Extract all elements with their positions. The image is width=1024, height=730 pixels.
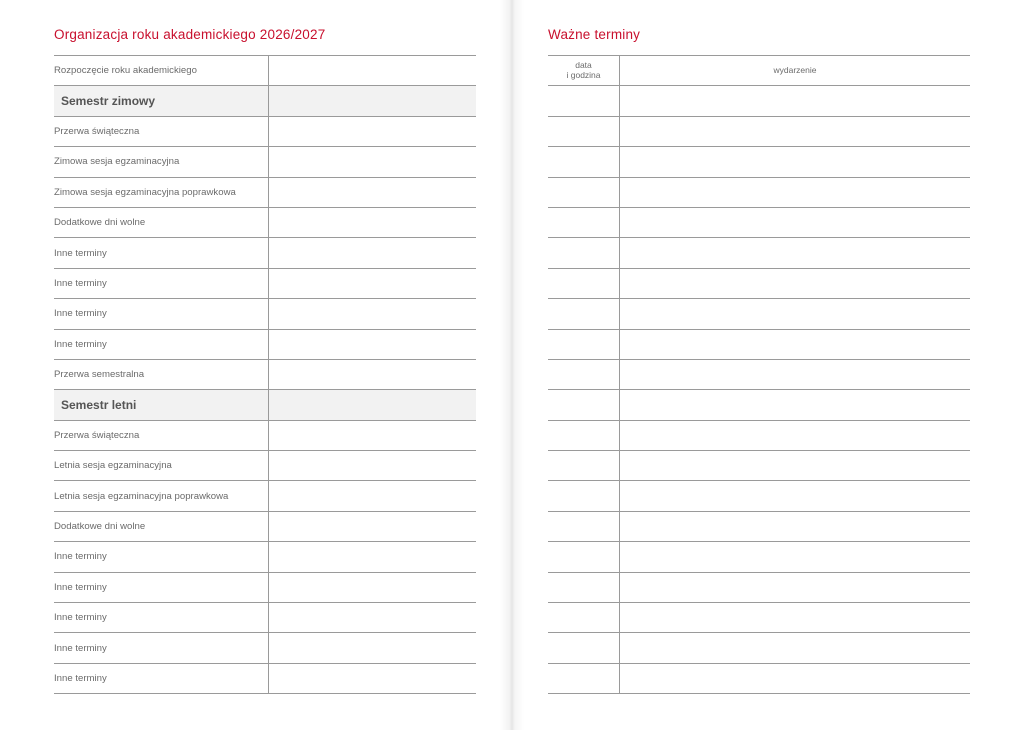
row-label: Inne terminy (54, 673, 107, 684)
date-entry-cell[interactable] (268, 117, 476, 146)
date-time-cell[interactable] (548, 512, 619, 541)
table-row (54, 421, 476, 451)
date-time-cell[interactable] (548, 147, 619, 176)
date-entry-cell[interactable] (268, 269, 476, 298)
semester-section-row (54, 86, 476, 116)
table-row (548, 481, 970, 511)
event-cell[interactable] (619, 208, 970, 237)
event-cell[interactable] (619, 147, 970, 176)
table-row (548, 147, 970, 177)
date-time-cell[interactable] (548, 238, 619, 267)
event-cell[interactable] (619, 178, 970, 207)
table-row (54, 451, 476, 481)
date-entry-cell[interactable] (268, 360, 476, 389)
table-row (548, 269, 970, 299)
event-cell[interactable] (619, 573, 970, 602)
table-row (54, 147, 476, 177)
table-row (54, 269, 476, 299)
date-entry-cell[interactable] (268, 542, 476, 571)
date-entry-cell[interactable] (268, 603, 476, 632)
date-time-cell[interactable] (548, 330, 619, 359)
event-cell[interactable] (619, 542, 970, 571)
date-header-line1: data (575, 60, 592, 71)
row-label: Dodatkowe dni wolne (54, 521, 146, 533)
table-row (54, 238, 476, 268)
table-row (548, 633, 970, 663)
date-entry-cell[interactable] (268, 330, 476, 359)
table-row (548, 421, 970, 451)
event-cell[interactable] (619, 451, 970, 480)
page-title: Ważne terminy (548, 27, 641, 42)
table-row (548, 299, 970, 329)
row-label: Inne terminy (54, 247, 107, 259)
date-entry-cell[interactable] (268, 56, 476, 85)
table-row (54, 542, 476, 572)
table-row (54, 512, 476, 542)
table-row (548, 542, 970, 572)
date-time-cell[interactable] (548, 86, 619, 115)
event-cell[interactable] (619, 421, 970, 450)
table-row (548, 603, 970, 633)
date-time-cell[interactable] (548, 208, 619, 237)
date-entry-cell[interactable] (268, 238, 476, 267)
row-label: Letnia sesja egzaminacyjna poprawkowa (54, 490, 229, 502)
row-label: Inne terminy (54, 581, 107, 593)
table-row (548, 512, 970, 542)
date-time-cell[interactable] (548, 573, 619, 602)
important-dates-table (548, 55, 970, 694)
row-label: Przerwa semestralna (54, 369, 145, 381)
row-label: Zimowa sesja egzaminacyjna poprawkowa (54, 186, 236, 198)
right-page (512, 0, 1024, 730)
date-entry-cell[interactable] (268, 147, 476, 176)
date-time-cell[interactable] (548, 481, 619, 510)
event-cell[interactable] (619, 390, 970, 419)
date-time-cell[interactable] (548, 269, 619, 298)
date-time-cell[interactable] (548, 178, 619, 207)
table-row (54, 208, 476, 238)
event-cell[interactable] (619, 269, 970, 298)
page-title: Organizacja roku akademickiego 2026/2027 (54, 27, 326, 42)
table-row (548, 360, 970, 390)
event-cell[interactable] (619, 512, 970, 541)
event-cell[interactable] (619, 238, 970, 267)
date-entry-cell[interactable] (268, 451, 476, 480)
date-time-cell[interactable] (548, 603, 619, 632)
academic-year-table (54, 55, 476, 694)
date-time-cell[interactable] (548, 360, 619, 389)
event-cell[interactable] (619, 360, 970, 389)
date-entry-cell[interactable] (268, 573, 476, 602)
date-time-cell[interactable] (548, 421, 619, 450)
row-label: Inne terminy (54, 612, 107, 624)
row-label: Letnia sesja egzaminacyjna (54, 460, 172, 472)
row-label: Rozpoczęcie roku akademickiego (54, 65, 197, 77)
date-entry-cell[interactable] (268, 208, 476, 237)
event-cell[interactable] (619, 299, 970, 328)
row-label: Przerwa świąteczna (54, 429, 140, 441)
semester-section-row (54, 390, 476, 420)
event-cell[interactable] (619, 330, 970, 359)
table-row (54, 603, 476, 633)
date-time-cell[interactable] (548, 451, 619, 480)
table-row (54, 664, 476, 694)
row-label: Zimowa sesja egzaminacyjna (54, 156, 180, 168)
table-row (548, 208, 970, 238)
date-entry-cell[interactable] (268, 481, 476, 510)
table-row (548, 390, 970, 420)
row-label: Inne terminy (54, 642, 107, 654)
table-row (54, 573, 476, 603)
date-time-cell[interactable] (548, 633, 619, 662)
event-cell[interactable] (619, 117, 970, 146)
date-entry-cell[interactable] (268, 86, 476, 115)
row-label: Inne terminy (54, 308, 107, 320)
section-heading: Semestr letni (61, 397, 137, 412)
date-entry-cell[interactable] (268, 390, 476, 419)
date-column-header (548, 56, 619, 85)
table-row (548, 238, 970, 268)
table-header-row (548, 56, 970, 86)
table-row (548, 178, 970, 208)
table-row (54, 633, 476, 663)
row-label: Inne terminy (54, 551, 107, 563)
event-cell[interactable] (619, 664, 970, 693)
date-entry-cell[interactable] (268, 299, 476, 328)
date-time-cell[interactable] (548, 117, 619, 146)
date-time-cell[interactable] (548, 299, 619, 328)
row-label: Dodatkowe dni wolne (54, 217, 146, 229)
table-row (54, 481, 476, 511)
date-entry-cell[interactable] (268, 633, 476, 662)
event-cell[interactable] (619, 86, 970, 115)
table-row (54, 360, 476, 390)
date-time-cell[interactable] (548, 542, 619, 571)
row-label: Przerwa świąteczna (54, 125, 140, 137)
date-header-line2: i godzina (566, 69, 601, 80)
table-row (54, 178, 476, 208)
table-row (54, 330, 476, 360)
event-cell[interactable] (619, 603, 970, 632)
table-row (548, 117, 970, 147)
section-heading: Semestr zimowy (61, 94, 156, 109)
table-row (548, 451, 970, 481)
table-row (54, 56, 476, 86)
date-entry-cell[interactable] (268, 512, 476, 541)
table-row (548, 86, 970, 116)
date-entry-cell[interactable] (268, 421, 476, 450)
event-cell[interactable] (619, 481, 970, 510)
row-label: Inne terminy (54, 277, 107, 289)
date-time-cell[interactable] (548, 390, 619, 419)
table-row (54, 117, 476, 147)
table-row (54, 299, 476, 329)
table-row (548, 330, 970, 360)
table-row (548, 573, 970, 603)
row-label: Inne terminy (54, 338, 107, 350)
date-entry-cell[interactable] (268, 664, 476, 693)
date-time-cell[interactable] (548, 664, 619, 693)
date-entry-cell[interactable] (268, 178, 476, 207)
event-cell[interactable] (619, 633, 970, 662)
event-column-header: wydarzenie (619, 56, 970, 85)
table-row (548, 664, 970, 694)
